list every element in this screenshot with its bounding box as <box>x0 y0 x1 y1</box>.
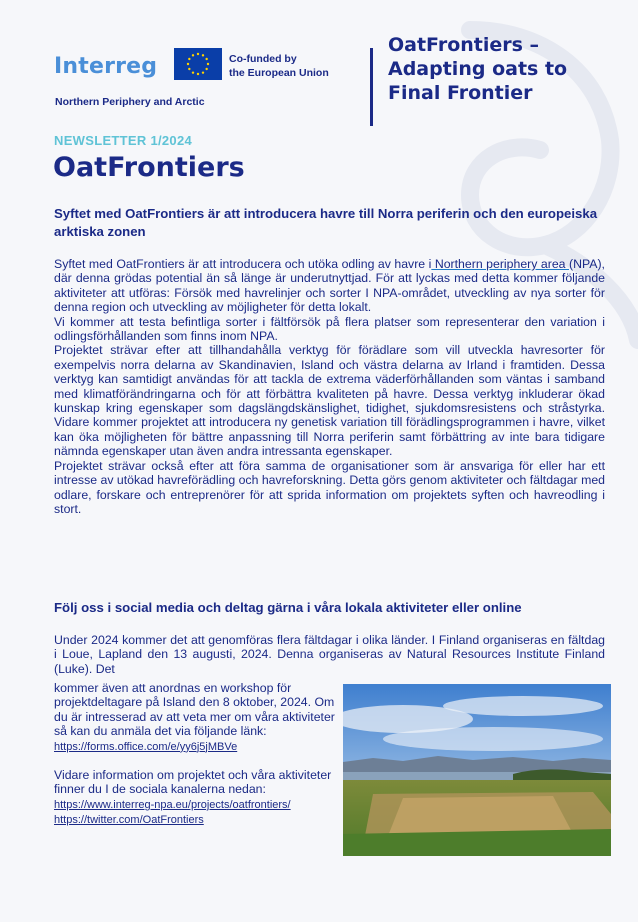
eu-star <box>188 68 190 70</box>
eu-star <box>192 71 194 73</box>
section2-intro: Under 2024 kommer det att genomföras flera fältdagar i olika länder. I Finland organiseras en fältdag i Loue, Lapland den 13 augusti, 2024. Denna organiseras av Natural Resources Institute Finland (Luke). Det <box>54 633 605 676</box>
section1-paragraph-1 <box>54 257 605 315</box>
section2-left-column <box>54 681 346 828</box>
newsletter-label: NEWSLETTER 1/2024 <box>54 133 193 148</box>
p1-text-before: Syftet med OatFrontiers är att introducera och utöka odling av havre i <box>54 257 432 271</box>
eu-star <box>207 63 209 65</box>
section1-body <box>54 257 605 516</box>
twitter-link[interactable]: https://twitter.com/OatFrontiers <box>54 814 204 827</box>
eu-flag-icon <box>174 48 222 80</box>
section1-paragraph-3: Projektet strävar efter att tillhandahålla verktyg för förädlare som vill utveckla havresorter för exempelvis norra delarna av Skandinavien, Island och västra delarna av Irland i framtiden. Dessa verktyg kan samtidigt användas för att tackla de extrema väderförhållanden som väntas i samband med klimatförändringarna och för att förbättra kvaliteten på havre. Dessa verktyg inkluderar ökad kunskap kring egenskaper som dagslängdskänslighet, tidighet, sjukdomsresistens och stråstyrka. Vidare kommer projektet att introducera ny genetisk variation till förädlingsprogrammen i havre, vilket kan öka möjligheten för bättre anpassning till Norra periferin samt förbättring av inte bara tidigare nämnda egenskaper utan även andra intressanta egenskaper. <box>54 343 605 459</box>
project-site-line <box>54 797 346 812</box>
section1-paragraph-4: Projektet strävar också efter att föra samma de organisationer som är ansvariga för eller har ett intresse av utökad havreförädling och havreforskning. Detta görs genom aktiviteter och fältdagar med odlare, forskare och entreprenörer för att sprida information om projektets syften och havreodling i stort. <box>54 458 605 516</box>
header-divider <box>370 48 373 126</box>
eu-star <box>192 54 194 56</box>
oat-field-photo <box>343 684 611 856</box>
eu-line-1: Co-funded by <box>229 53 297 65</box>
eu-star <box>197 73 199 75</box>
eu-star <box>205 68 207 70</box>
section2-heading: Följ oss i social media och deltag gärna i våra lokala aktiviteter eller online <box>54 600 522 615</box>
interreg-logo: Interreg <box>54 54 158 79</box>
section1-heading: Syftet med OatFrontiers är att introducera havre till Norra periferin och den europeiska arktiska zonen <box>54 206 598 239</box>
signup-form-link[interactable]: https://forms.office.com/e/yy6j5jMBVe <box>54 740 238 753</box>
eu-star <box>205 58 207 60</box>
workshop-paragraph <box>54 681 346 754</box>
twitter-line <box>54 812 346 827</box>
eu-star <box>188 58 190 60</box>
social-paragraph: Vidare information om projektet och våra aktiviteter finner du I de sociala kanalerna nedan: <box>54 768 332 797</box>
eu-star <box>202 54 204 56</box>
program-name: Northern Periphery and Arctic <box>55 96 205 108</box>
section1-paragraph-2: Vi kommer att testa befintliga sorter i fältförsök på flera platser som representerar den variation i odlingsförhållanden som finns inom NPA. <box>54 314 605 344</box>
eu-star <box>202 71 204 73</box>
eu-star <box>197 53 199 55</box>
page-title: OatFrontiers <box>53 152 245 183</box>
eu-cofunded-label <box>229 52 329 80</box>
eu-line-2: the European Union <box>229 67 329 79</box>
eu-star <box>187 63 189 65</box>
project-title: OatFrontiers – Adapting oats to Final Frontier <box>388 34 568 104</box>
project-website-link[interactable]: https://www.interreg-npa.eu/projects/oatfrontiers/ <box>54 798 291 811</box>
npa-link[interactable]: Northern periphery area <box>431 257 569 271</box>
p1-text-after: (NPA), där denna grödas potential än så länge är underutnyttjad. För att lyckas med detta kommer följande aktiviteter att utföras: Försök med havrelinjer och sorter I NPA-området, utveckling av nya sorter för denna region och utveckling av möjligheter för detta lokalt. <box>54 257 605 315</box>
workshop-text: kommer även att anordnas en workshop för projektdeltagare på Island den 8 oktober, 2024. Om du är intresserad av att veta mer om våra aktiviteter så kan du anmäla det via följande länk: <box>54 681 335 739</box>
